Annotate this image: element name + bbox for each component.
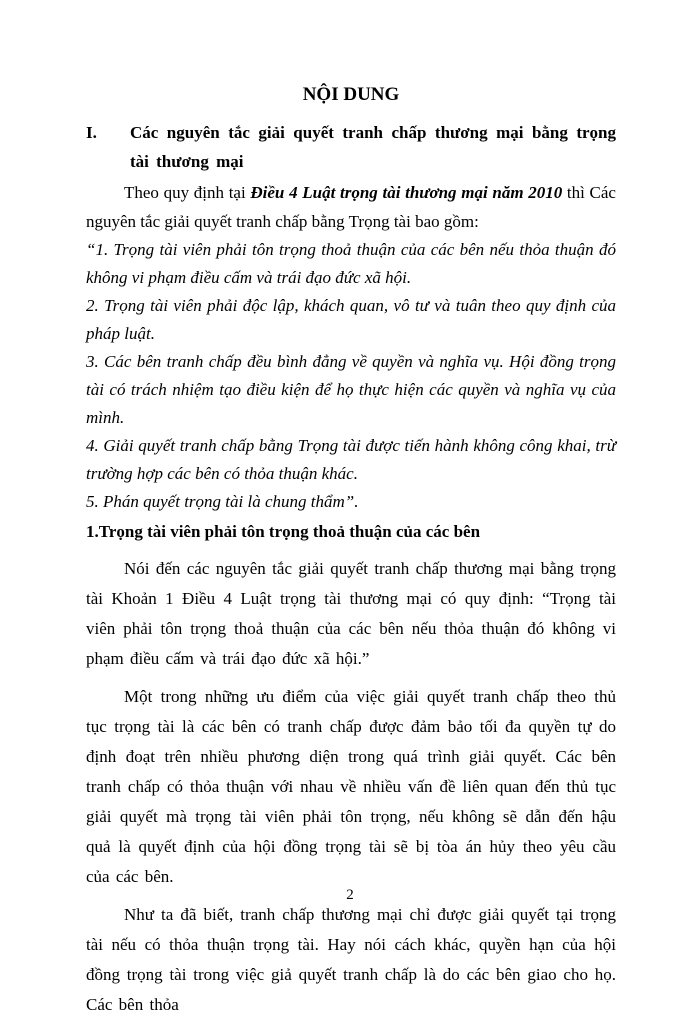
body-paragraph: Nói đến các nguyên tắc giải quyết tranh chấp thương mại bằng trọng tài Khoản 1 Điều 4 Luật trọng tài thương mại có quy định: “Trọng tài viên phải tôn trọng thoả thuận của các bên nếu thỏa thuận đó không vi phạm điều cấm và trái đạo đức xã hội.” (86, 559, 616, 668)
principles-quote (86, 236, 616, 516)
subsection-heading: 1.Trọng tài viên phải tôn trọng thoả thuận của các bên (86, 522, 481, 541)
intro-paragraph (86, 178, 616, 236)
section-title: Các nguyên tắc giải quyết tranh chấp thương mại bằng trọng tài thương mại (130, 123, 616, 171)
law-reference: Điều 4 Luật trọng tài thương mại năm 2010 (250, 183, 563, 202)
principle-item: 5. Phán quyết trọng tài là chung thẩm”. (86, 492, 359, 511)
principle-item: 3. Các bên tranh chấp đều bình đẳng về quyền và nghĩa vụ. Hội đồng trọng tài có trách nhiệm tạo điều kiện để họ thực hiện các quyền và nghĩa vụ của mình. (86, 352, 616, 427)
section-heading (86, 118, 616, 176)
body-paragraph: Một trong những ưu điểm của việc giải quyết tranh chấp theo thủ tục trọng tài là các bên có tranh chấp được đảm bảo tối đa quyền tự do định đoạt trên nhiều phương diện trong quá trình giải quyết. Các bên tranh chấp có thỏa thuận với nhau về nhiều vấn đề liên quan đến thủ tục giải quyết mà trọng tài viên phải tôn trọng, nếu không sẽ dẫn đến hậu quả là quyết định của hội đồng trọng tài sẽ bị tòa án hủy theo yêu cầu của các bên. (86, 687, 616, 886)
intro-before: Theo quy định tại (124, 183, 251, 202)
principle-item: 2. Trọng tài viên phải độc lập, khách quan, vô tư và tuân theo quy định của pháp luật. (86, 296, 616, 343)
intro-after: thì Các nguyên tắc giải quyết tranh chấp bằng Trọng tài bao gồm: (86, 183, 616, 231)
page-content (86, 82, 616, 1020)
page-title: NỘI DUNG (302, 84, 400, 105)
section-number: I. (86, 123, 97, 142)
principle-item: 4. Giải quyết tranh chấp bằng Trọng tài được tiến hành không công khai, trừ trường hợp các bên có thỏa thuận khác. (86, 436, 616, 483)
body-paragraph: Như ta đã biết, tranh chấp thương mại chỉ được giải quyết tại trọng tài nếu có thỏa thuận trọng tài. Hay nói cách khác, quyền hạn của hội đồng trọng tài trong việc giả quyết tranh chấp là do các bên giao cho họ. Các bên thỏa (86, 905, 616, 1014)
principle-item: “1. Trọng tài viên phải tôn trọng thoả thuận của các bên nếu thỏa thuận đó không vi phạm điều cấm và trái đạo đức xã hội. (86, 240, 616, 287)
page-number: 2 (346, 887, 354, 903)
